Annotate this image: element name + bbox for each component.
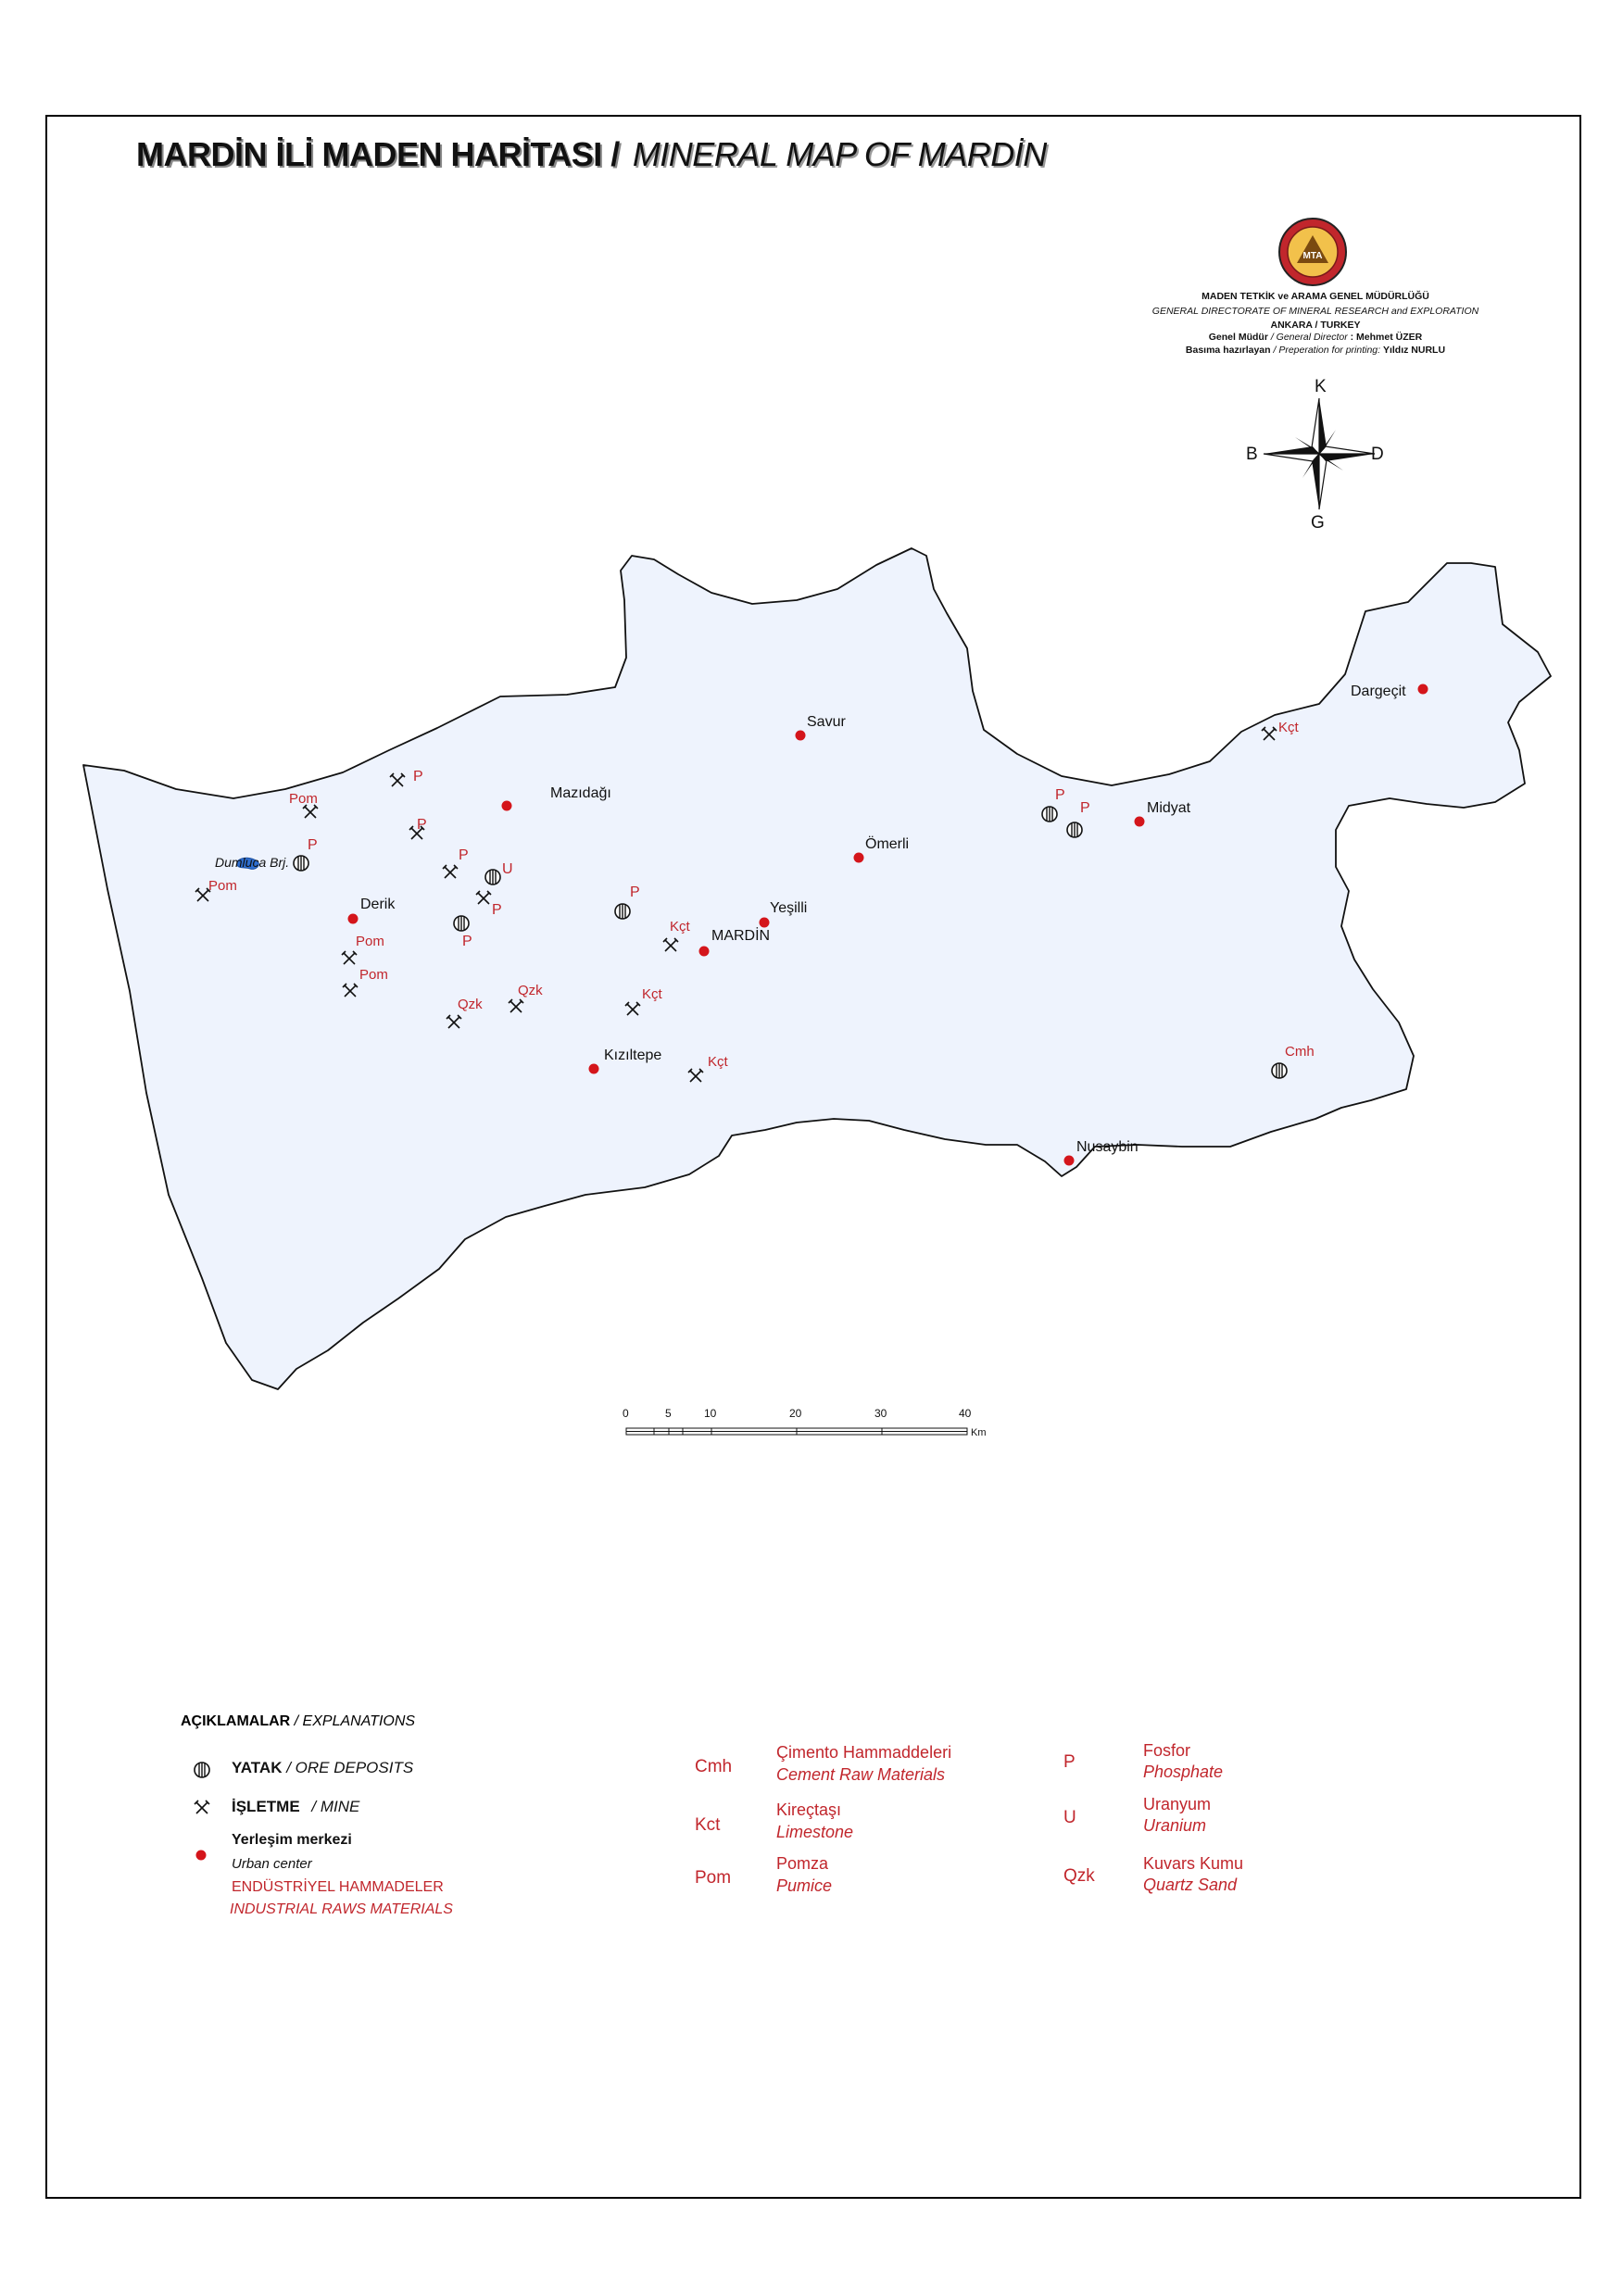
abbr-en: Phosphate [1143, 1763, 1224, 1781]
abbr-tr: Uranyum [1143, 1795, 1212, 1813]
abbr-code: Cmh [695, 1757, 733, 1776]
prep-label-en: / Preperation for printing: [1273, 345, 1381, 356]
town-label: MARDİN [711, 928, 771, 944]
ore-deposit-icon [1042, 807, 1057, 822]
ore-deposit-icon [615, 904, 630, 919]
map-title-tr: MARDİN İLİ MADEN HARİTASI / [136, 135, 620, 173]
legend-industrial-tr: ENDÜSTRİYEL HAMMADELER [232, 1879, 444, 1895]
abbr-code: Qzk [1063, 1866, 1095, 1886]
scale-tick-label: 40 [959, 1407, 972, 1420]
abbr-tr: Kireçtaşı [776, 1800, 842, 1819]
legend-mine-en: / MINE [311, 1798, 360, 1815]
abbr-code: P [1063, 1752, 1076, 1772]
legend-industrial-en: INDUSTRIAL RAWS MATERIALS [230, 1901, 453, 1917]
prep-name: Yıldız NURLU [1382, 345, 1446, 356]
mineral-label: Pom [289, 791, 318, 807]
compass-west: B [1246, 445, 1258, 464]
scale-tick-label: 5 [665, 1407, 672, 1420]
director-label-en: / General Director [1270, 332, 1348, 343]
mineral-label: P [492, 902, 502, 918]
abbr-code: Kct [695, 1815, 721, 1835]
abbr-tr: Kuvars Kumu [1143, 1854, 1244, 1873]
legend-urban-tr: Yerleşim merkezi [232, 1832, 352, 1848]
town-dot-derik [348, 914, 359, 924]
province-boundary [83, 548, 1551, 1389]
mineral-label: Pom [208, 878, 237, 894]
mta-logo [1279, 219, 1346, 285]
scale-tick-label: 10 [704, 1407, 717, 1420]
legend-ore-icon [195, 1763, 209, 1777]
scale-tick-label: 20 [789, 1407, 802, 1420]
town-dot-mazidagi [502, 801, 512, 811]
director-label-tr: Genel Müdür [1208, 332, 1268, 343]
ore-deposit-icon [1067, 822, 1082, 837]
town-label: Kızıltepe [604, 1048, 662, 1063]
abbr-tr: Çimento Hammaddeleri [776, 1743, 952, 1762]
compass-north: K [1315, 377, 1327, 396]
mineral-label: P [308, 837, 318, 853]
mineral-label: P [1080, 800, 1090, 816]
director-name: : Mehmet ÜZER [1350, 332, 1423, 343]
scale-tick-label: 30 [874, 1407, 887, 1420]
mineral-label: P [630, 885, 640, 900]
ore-deposit-icon [454, 916, 469, 931]
legend-ore [232, 1759, 413, 1777]
abbr-en: Cement Raw Materials [776, 1765, 946, 1784]
town-label: Mazıdağı [550, 785, 611, 801]
org-name-en: GENERAL DIRECTORATE OF MINERAL RESEARCH and EXPLORATION [1151, 306, 1479, 317]
mineral-label: Qzk [518, 983, 543, 998]
mineral-label: Pom [359, 967, 388, 983]
town-label: Ömerli [865, 836, 910, 852]
abbr-tr: Pomza [776, 1854, 829, 1873]
ore-deposit-icon [294, 856, 308, 871]
mineral-label: P [413, 769, 423, 784]
mineral-label: Pom [356, 934, 384, 949]
scale-tick-label: 0 [623, 1407, 629, 1420]
legend-ore-en: / ORE DEPOSITS [286, 1759, 414, 1776]
town-label: Yeşilli [770, 900, 808, 916]
legend-title-tr: AÇIKLAMALAR [181, 1713, 291, 1729]
compass-rose-icon [1264, 398, 1375, 509]
town-label: Savur [807, 714, 846, 730]
mineral-label: P [1055, 787, 1065, 803]
mineral-label: P [459, 847, 469, 863]
abbr-en: Pumice [776, 1876, 833, 1895]
mineral-label: Qzk [458, 997, 483, 1012]
prep-label-tr: Basıma hazırlayan [1185, 345, 1271, 356]
legend-urban-en: Urban center [232, 1856, 312, 1872]
org-city: ANKARA / TURKEY [1270, 320, 1361, 331]
mineral-label: Kçt [1278, 720, 1299, 735]
legend-title-en: / EXPLANATIONS [294, 1713, 416, 1729]
legend-urban-dot [196, 1851, 207, 1861]
abbr-en: Limestone [776, 1823, 854, 1841]
mineral-label: Kçt [642, 986, 662, 1002]
abbr-code: U [1063, 1808, 1076, 1827]
town-dot-kiziltepe [589, 1064, 599, 1074]
scale-unit: Km [971, 1427, 987, 1438]
mineral-label: U [502, 861, 513, 877]
legend-title [181, 1713, 415, 1730]
town-dot-nusaybin [1064, 1156, 1075, 1166]
town-dot-yesilli [760, 918, 770, 928]
compass-east: D [1371, 445, 1384, 464]
town-dot-omerli [854, 853, 864, 863]
abbr-code: Pom [695, 1868, 732, 1888]
mineral-label: Cmh [1285, 1044, 1315, 1060]
abbr-en: Uranium [1143, 1816, 1207, 1835]
town-label: Derik [360, 897, 396, 912]
scale-bar [626, 1428, 967, 1435]
legend-mine [232, 1798, 359, 1816]
town-dot-savur [796, 731, 806, 741]
legend-mine-tr: İŞLETME [232, 1798, 300, 1815]
town-dot-dargecit [1418, 684, 1428, 695]
mineral-label: Kçt [708, 1054, 728, 1070]
mineral-label: Kçt [670, 919, 690, 935]
legend-ore-tr: YATAK [232, 1759, 283, 1776]
mineral-label: P [462, 934, 472, 949]
mineral-label: P [417, 817, 427, 833]
ore-deposit-icon [485, 870, 500, 885]
town-label: Nusaybin [1076, 1139, 1139, 1155]
town-dot-mardin [699, 947, 710, 957]
compass-south: G [1311, 513, 1325, 533]
dam-label: Dumluca Brj. [215, 855, 290, 870]
town-dot-midyat [1135, 817, 1145, 827]
legend-mine-icon [195, 1800, 209, 1813]
town-label: Dargeçit [1351, 684, 1406, 699]
ore-deposit-icon [1272, 1063, 1287, 1078]
abbr-tr: Fosfor [1143, 1741, 1191, 1760]
map-title-en: MINERAL MAP OF MARDİN [632, 135, 1047, 173]
org-name-tr: MADEN TETKİK ve ARAMA GENEL MÜDÜRLÜĞÜ [1202, 291, 1429, 302]
town-label: Midyat [1147, 800, 1191, 816]
logo-text: MTA [1302, 251, 1323, 261]
abbr-en: Quartz Sand [1143, 1876, 1238, 1894]
